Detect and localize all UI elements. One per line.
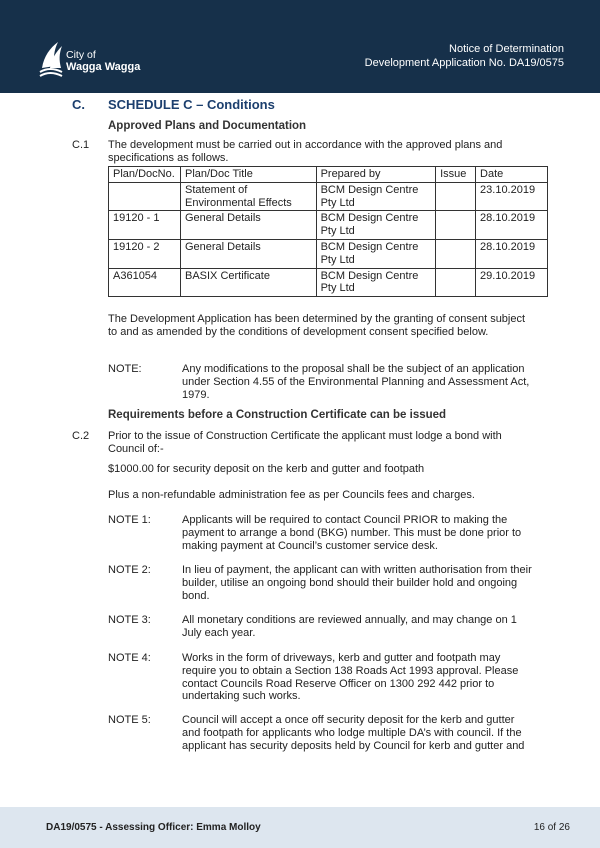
note-text: Council will accept a once off security deposit for the kerb and gutter and footpath for applicants who lodge multiple DA’s with council. If the applicant has security deposits held by Council for kerb and gutter and xyxy=(182,714,525,752)
page-number: 16 of 26 xyxy=(533,822,570,833)
header-title-line2: Development Application No. DA19/0575 xyxy=(364,57,564,69)
table-cell xyxy=(436,239,476,268)
note-text: In lieu of payment, the applicant can with written authorisation from their builder, utilise an ongoing bond should their builder hold and ongoing bond. xyxy=(182,564,532,602)
table-cell: BCM Design Centre Pty Ltd xyxy=(316,211,436,240)
section-letter: C. xyxy=(72,97,85,112)
table-cell: General Details xyxy=(180,211,316,240)
table-cell: 29.10.2019 xyxy=(476,268,548,297)
condition-c1-text: The development must be carried out in accordance with the approved plans and specifications as follows. xyxy=(108,139,503,164)
table-header-row xyxy=(109,167,548,183)
note-label: NOTE 3: xyxy=(108,614,151,626)
note-text: All monetary conditions are reviewed annually, and may change on 1 July each year. xyxy=(182,614,517,639)
bond-amount: $1000.00 for security deposit on the kerb and gutter and footpath xyxy=(108,463,425,475)
table-row xyxy=(109,268,548,297)
table-cell xyxy=(109,182,181,211)
table-cell xyxy=(436,211,476,240)
note-text: Works in the form of driveways, kerb and gutter and footpath may require you to obtain a Section 138 Roads Act 1993 approval. Please contact Councils Road Reserve Officer on 1300 292 442 prior to undertaking such works. xyxy=(182,652,519,703)
determination-text: The Development Application has been determined by the granting of consent subject to and as amended by the conditions of development consent specified below. xyxy=(108,313,526,338)
table-header-cell: Issue xyxy=(436,167,476,183)
subheading-construction-certificate: Requirements before a Construction Certificate can be issued xyxy=(108,409,447,421)
note-4 xyxy=(108,652,538,703)
table-header-cell: Prepared by xyxy=(316,167,436,183)
table-header-cell: Plan/Doc Title xyxy=(180,167,316,183)
condition-c2-text: Prior to the issue of Construction Certificate the applicant must lodge a bond with Council of:- xyxy=(108,430,502,455)
note-text: Applicants will be required to contact Council PRIOR to making the payment to arrange a bond (BKG) number. This must be done prior to making payment at Council’s customer service desk. xyxy=(182,514,522,552)
note-2 xyxy=(108,564,538,602)
note-text: Any modifications to the proposal shall be the subject of an application under Section 4.55 of the Environmental Planning and Assessment Act, 1979. xyxy=(182,363,530,401)
table-cell: 19120 - 2 xyxy=(109,239,181,268)
note-modifications xyxy=(108,363,538,401)
table-header-cell: Date xyxy=(476,167,548,183)
approved-plans-table xyxy=(108,166,548,297)
header-title-line1: Notice of Determination xyxy=(449,43,564,55)
table-cell: BASIX Certificate xyxy=(180,268,316,297)
logo-line1: City of xyxy=(66,49,96,61)
note-label: NOTE 5: xyxy=(108,714,151,726)
logo-line2: Wagga Wagga xyxy=(66,61,141,73)
condition-number-c1: C.1 xyxy=(72,139,90,151)
table-cell: 28.10.2019 xyxy=(476,239,548,268)
table-cell xyxy=(436,182,476,211)
table-cell: BCM Design Centre Pty Ltd xyxy=(316,182,436,211)
section-heading xyxy=(72,97,275,112)
table-header-cell: Plan/DocNo. xyxy=(109,167,181,183)
note-label: NOTE 4: xyxy=(108,652,151,664)
note-label: NOTE: xyxy=(108,363,142,375)
subheading-approved-plans: Approved Plans and Documentation xyxy=(108,120,307,132)
admin-fee-text: Plus a non-refundable administration fee as per Councils fees and charges. xyxy=(108,489,475,501)
condition-number-c2: C.2 xyxy=(72,430,90,442)
table-cell: General Details xyxy=(180,239,316,268)
table-cell: Statement of Environmental Effects xyxy=(180,182,316,211)
table-cell: 28.10.2019 xyxy=(476,211,548,240)
table-row xyxy=(109,182,548,211)
note-1 xyxy=(108,514,538,552)
note-label: NOTE 1: xyxy=(108,514,151,526)
table-cell: 23.10.2019 xyxy=(476,182,548,211)
table-cell: 19120 - 1 xyxy=(109,211,181,240)
note-5 xyxy=(108,714,538,752)
table-cell: A361054 xyxy=(109,268,181,297)
header-title xyxy=(365,42,564,70)
table-row xyxy=(109,239,548,268)
note-label: NOTE 2: xyxy=(108,564,151,576)
table-cell: BCM Design Centre Pty Ltd xyxy=(316,268,436,297)
section-title: SCHEDULE C – Conditions xyxy=(108,97,275,112)
note-3 xyxy=(108,614,538,640)
table-row xyxy=(109,211,548,240)
footer-officer: DA19/0575 - Assessing Officer: Emma Molloy xyxy=(46,822,261,833)
table-cell: BCM Design Centre Pty Ltd xyxy=(316,239,436,268)
logo-text xyxy=(66,49,140,73)
table-cell xyxy=(436,268,476,297)
